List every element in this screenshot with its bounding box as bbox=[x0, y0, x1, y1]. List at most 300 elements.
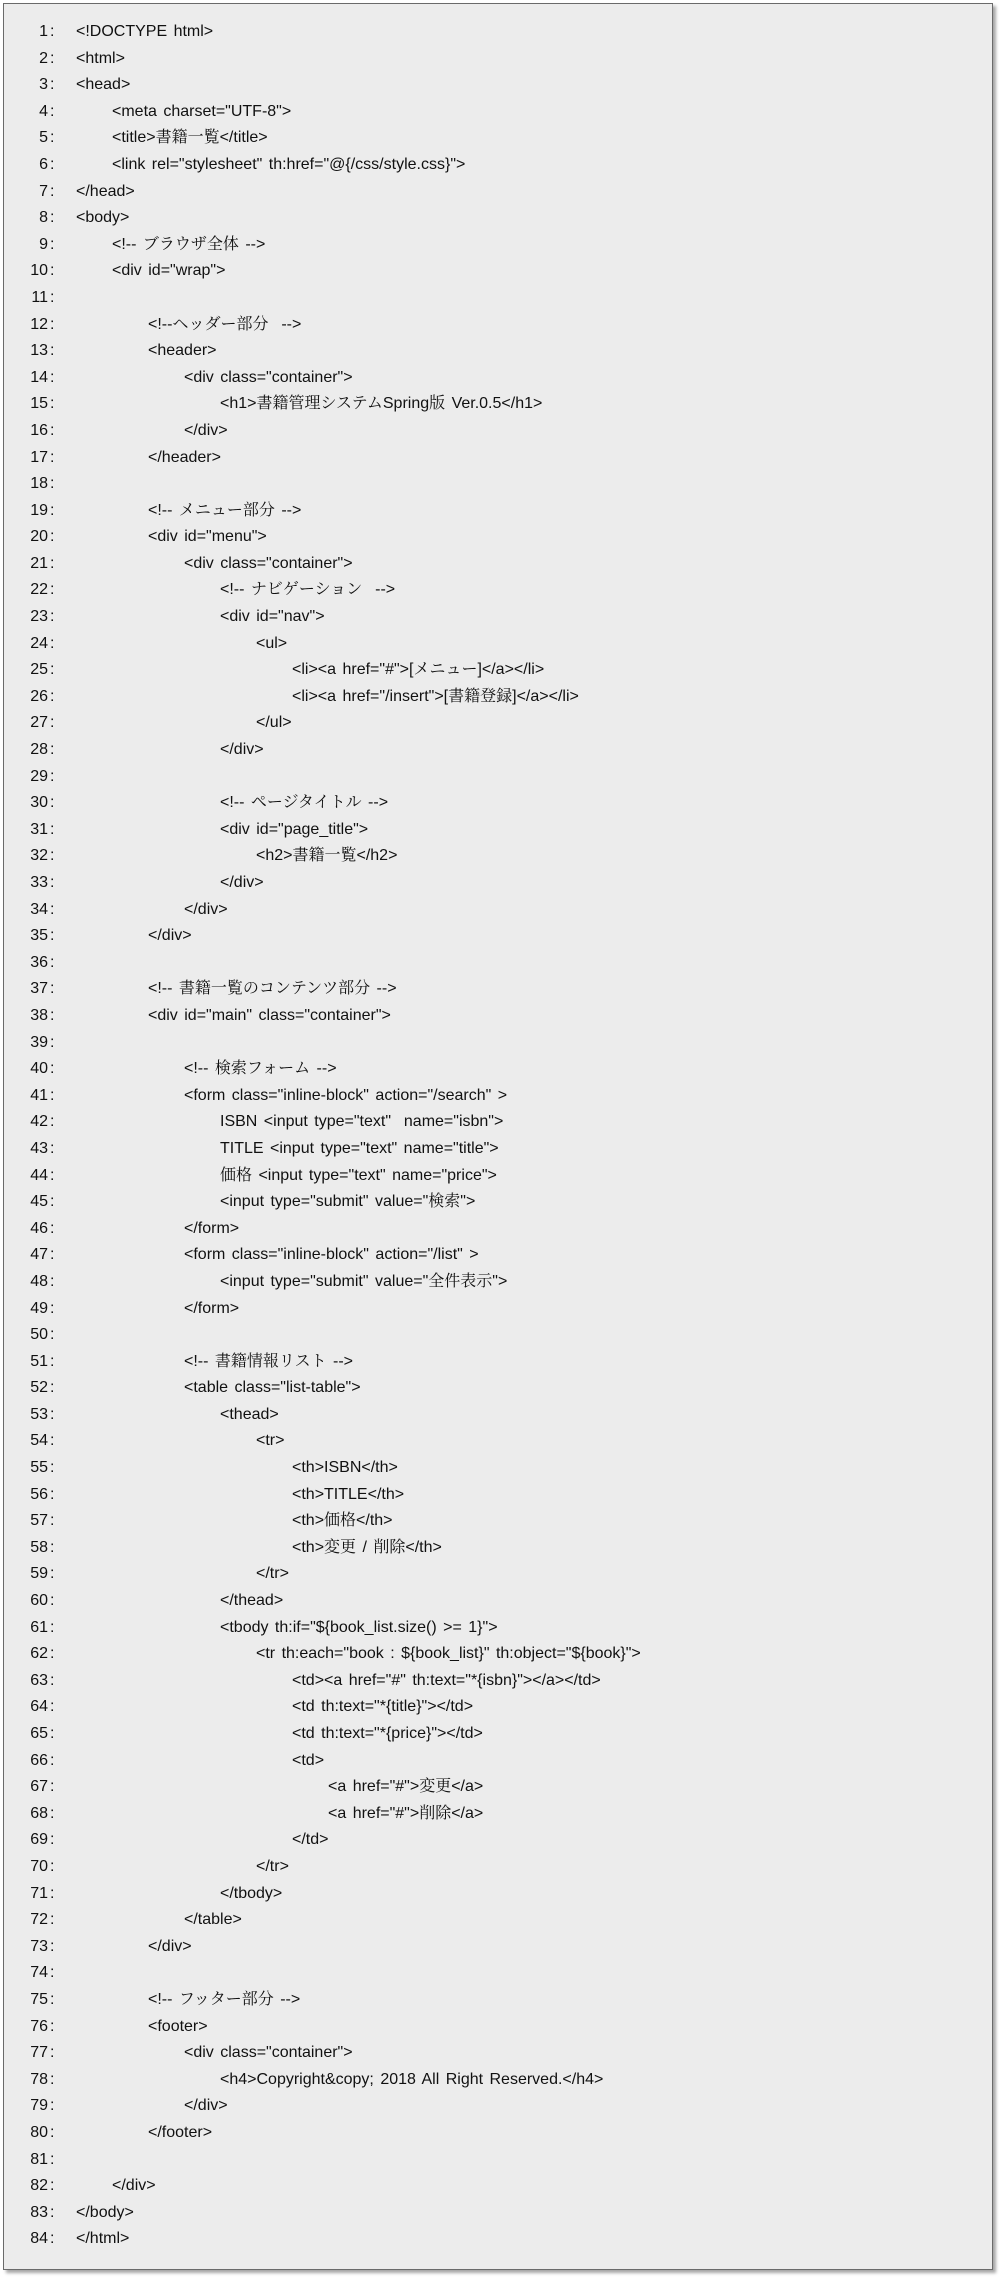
line-separator: : bbox=[50, 1831, 55, 1849]
code-line bbox=[4, 1801, 992, 1828]
line-code: <a href="#">削除</a> bbox=[328, 1804, 484, 1822]
line-number: 3 bbox=[39, 76, 48, 94]
line-separator: : bbox=[50, 315, 55, 333]
line-separator: : bbox=[50, 448, 55, 466]
code-line bbox=[4, 1615, 992, 1642]
line-separator: : bbox=[50, 1113, 55, 1131]
line-separator: : bbox=[50, 1725, 55, 1742]
code-line bbox=[4, 817, 992, 844]
code-line bbox=[4, 232, 992, 259]
line-code: </tr> bbox=[256, 1857, 289, 1875]
line-number: 46 bbox=[30, 1219, 48, 1237]
line-code: <td th:text="*{title}"></td> bbox=[292, 1698, 474, 1716]
line-separator: : bbox=[50, 687, 55, 705]
code-line bbox=[4, 2093, 992, 2120]
line-separator: : bbox=[50, 1432, 55, 1450]
code-line bbox=[4, 312, 992, 339]
line-number: 30 bbox=[30, 794, 48, 812]
line-separator: : bbox=[50, 1538, 55, 1556]
line-separator: : bbox=[50, 927, 55, 945]
code-line bbox=[4, 205, 992, 232]
line-separator: : bbox=[50, 980, 55, 998]
line-number: 59 bbox=[30, 1565, 48, 1583]
code-line bbox=[4, 2014, 992, 2041]
line-number: 61 bbox=[30, 1618, 48, 1636]
line-separator: : bbox=[50, 1326, 55, 1344]
code-lines bbox=[4, 19, 992, 2253]
line-code: <th>変更 / 削除</th> bbox=[292, 1538, 442, 1556]
line-separator: : bbox=[50, 1060, 55, 1078]
line-code: <input type="submit" value="検索"> bbox=[220, 1193, 476, 1211]
line-code: <html> bbox=[76, 49, 125, 67]
code-line bbox=[4, 1854, 992, 1881]
line-separator: : bbox=[50, 209, 55, 227]
code-line bbox=[4, 2200, 992, 2227]
code-line bbox=[4, 1535, 992, 1562]
code-line bbox=[4, 1296, 992, 1323]
line-code: <li><a href="/insert">[書籍登録]</a></li> bbox=[292, 687, 579, 705]
line-code: TITLE <input type="text" name="title"> bbox=[220, 1139, 499, 1157]
line-number: 43 bbox=[30, 1139, 48, 1157]
line-number: 51 bbox=[30, 1352, 48, 1370]
code-line bbox=[4, 1987, 992, 2014]
code-line bbox=[4, 843, 992, 870]
code-line bbox=[4, 498, 992, 525]
code-line bbox=[4, 1934, 992, 1961]
line-number: 7 bbox=[39, 182, 48, 200]
line-code: </tbody> bbox=[220, 1884, 283, 1902]
line-code: </div> bbox=[148, 927, 192, 945]
line-number: 10 bbox=[30, 262, 48, 280]
line-separator: : bbox=[50, 76, 55, 94]
line-code: <li><a href="#">[メニュー]</a></li> bbox=[292, 661, 545, 679]
line-number: 5 bbox=[39, 129, 48, 147]
line-separator: : bbox=[50, 1405, 55, 1423]
line-separator: : bbox=[50, 1033, 55, 1051]
line-separator: : bbox=[50, 2017, 55, 2035]
line-code: <div id="nav"> bbox=[220, 608, 325, 626]
line-number: 14 bbox=[30, 368, 48, 386]
line-number: 36 bbox=[30, 953, 48, 971]
line-number: 80 bbox=[30, 2123, 48, 2141]
line-code: </footer> bbox=[148, 2123, 213, 2141]
line-number: 76 bbox=[30, 2017, 48, 2035]
line-number: 71 bbox=[30, 1884, 48, 1902]
line-code: <div id="menu"> bbox=[148, 528, 267, 546]
line-separator: : bbox=[50, 1671, 55, 1689]
line-code: <link rel="stylesheet" th:href="@{/css/style.css}"> bbox=[112, 155, 466, 173]
line-code: <div id="wrap"> bbox=[112, 262, 226, 280]
line-code: </div> bbox=[148, 1937, 192, 1955]
line-code: </td> bbox=[292, 1831, 329, 1849]
code-line bbox=[4, 125, 992, 152]
line-separator: : bbox=[50, 1937, 55, 1955]
line-code: <th>価格</th> bbox=[292, 1512, 393, 1530]
line-code: <head> bbox=[76, 76, 131, 94]
line-number: 67 bbox=[30, 1778, 48, 1796]
line-separator: : bbox=[50, 2123, 55, 2141]
line-separator: : bbox=[50, 1751, 55, 1769]
line-code: <div class="container"> bbox=[184, 2044, 353, 2062]
line-code: </head> bbox=[76, 182, 135, 200]
line-number: 73 bbox=[30, 1937, 48, 1955]
line-separator: : bbox=[50, 23, 55, 40]
line-code: <!-- ナビゲーション --> bbox=[220, 581, 396, 599]
line-number: 82 bbox=[30, 2177, 48, 2195]
line-number: 31 bbox=[30, 820, 48, 838]
line-code: <!-- メニュー部分 --> bbox=[148, 501, 302, 519]
line-separator: : bbox=[50, 1193, 55, 1211]
code-line bbox=[4, 790, 992, 817]
line-code: <h4>Copyright&copy; 2018 All Right Reserved.</h4> bbox=[220, 2070, 604, 2088]
line-number: 63 bbox=[30, 1671, 48, 1689]
line-separator: : bbox=[50, 421, 55, 439]
line-number: 44 bbox=[30, 1166, 48, 1184]
code-line bbox=[4, 445, 992, 472]
line-number: 60 bbox=[30, 1592, 48, 1610]
line-separator: : bbox=[50, 2203, 55, 2221]
line-separator: : bbox=[50, 342, 55, 360]
code-line bbox=[4, 418, 992, 445]
line-separator: : bbox=[50, 1512, 55, 1530]
code-line bbox=[4, 710, 992, 737]
line-number: 33 bbox=[30, 874, 48, 891]
line-separator: : bbox=[50, 528, 55, 546]
line-separator: : bbox=[50, 1778, 55, 1796]
line-separator: : bbox=[50, 847, 55, 865]
code-line bbox=[4, 976, 992, 1003]
line-code: <td> bbox=[292, 1751, 325, 1769]
line-code: </table> bbox=[184, 1911, 242, 1929]
code-line bbox=[4, 604, 992, 631]
line-code: <form class="inline-block" action="/list" > bbox=[184, 1246, 479, 1264]
line-number: 65 bbox=[30, 1725, 48, 1742]
line-separator: : bbox=[50, 235, 55, 253]
code-line bbox=[4, 1428, 992, 1455]
line-number: 53 bbox=[30, 1405, 48, 1423]
line-code: </html> bbox=[76, 2230, 130, 2248]
line-number: 20 bbox=[30, 528, 48, 546]
line-separator: : bbox=[50, 501, 55, 519]
line-number: 18 bbox=[30, 475, 48, 493]
line-code: </header> bbox=[148, 448, 221, 466]
code-line bbox=[4, 1482, 992, 1509]
code-line bbox=[4, 631, 992, 658]
line-code: </div> bbox=[184, 421, 228, 439]
code-line bbox=[4, 1030, 992, 1057]
line-separator: : bbox=[50, 900, 55, 918]
line-separator: : bbox=[50, 49, 55, 67]
code-line bbox=[4, 2040, 992, 2067]
line-separator: : bbox=[50, 820, 55, 838]
line-number: 69 bbox=[30, 1831, 48, 1849]
line-separator: : bbox=[50, 767, 55, 785]
code-line bbox=[4, 551, 992, 578]
line-number: 32 bbox=[30, 847, 48, 865]
line-number: 35 bbox=[30, 927, 48, 945]
line-number: 17 bbox=[30, 448, 48, 466]
line-number: 4 bbox=[39, 102, 48, 120]
line-separator: : bbox=[50, 1884, 55, 1902]
line-number: 16 bbox=[30, 421, 48, 439]
code-line bbox=[4, 2067, 992, 2094]
line-code: <td th:text="*{price}"></td> bbox=[292, 1725, 483, 1742]
line-code: ISBN <input type="text" name="isbn"> bbox=[220, 1113, 504, 1131]
line-number: 56 bbox=[30, 1485, 48, 1503]
line-separator: : bbox=[50, 1592, 55, 1610]
code-line bbox=[4, 1242, 992, 1269]
code-line bbox=[4, 1322, 992, 1349]
line-number: 38 bbox=[30, 1006, 48, 1024]
line-code: 価格 <input type="text" name="price"> bbox=[220, 1166, 497, 1184]
line-number: 23 bbox=[30, 608, 48, 626]
line-number: 34 bbox=[30, 900, 48, 918]
line-separator: : bbox=[50, 661, 55, 679]
code-line bbox=[4, 1136, 992, 1163]
line-number: 62 bbox=[30, 1645, 48, 1663]
line-separator: : bbox=[50, 714, 55, 732]
line-code: </div> bbox=[220, 741, 264, 759]
line-number: 58 bbox=[30, 1538, 48, 1556]
line-separator: : bbox=[50, 741, 55, 759]
line-code: <header> bbox=[148, 342, 217, 360]
code-line bbox=[4, 1827, 992, 1854]
line-separator: : bbox=[50, 288, 55, 306]
line-code: <!--ヘッダー部分 --> bbox=[148, 315, 302, 333]
line-code: <input type="submit" value="全件表示"> bbox=[220, 1272, 508, 1290]
line-number: 19 bbox=[30, 501, 48, 519]
line-separator: : bbox=[50, 102, 55, 120]
line-separator: : bbox=[50, 2177, 55, 2195]
line-number: 52 bbox=[30, 1379, 48, 1397]
line-separator: : bbox=[50, 2230, 55, 2248]
line-code: <body> bbox=[76, 209, 130, 227]
code-line bbox=[4, 19, 992, 46]
line-code: <h2>書籍一覧</h2> bbox=[256, 847, 398, 865]
line-separator: : bbox=[50, 2044, 55, 2062]
line-code: <!-- フッター部分 --> bbox=[148, 1990, 301, 2008]
line-separator: : bbox=[50, 1006, 55, 1024]
line-code: <form class="inline-block" action="/search" > bbox=[184, 1086, 508, 1104]
code-line bbox=[4, 1163, 992, 1190]
line-code: </div> bbox=[184, 900, 228, 918]
code-line bbox=[4, 684, 992, 711]
line-code: <tbody th:if="${book_list.size() >= 1}"> bbox=[220, 1618, 498, 1636]
line-number: 8 bbox=[39, 209, 48, 227]
code-line bbox=[4, 1668, 992, 1695]
line-code: </div> bbox=[112, 2177, 156, 2195]
code-line bbox=[4, 870, 992, 897]
line-number: 74 bbox=[30, 1964, 48, 1982]
line-number: 42 bbox=[30, 1113, 48, 1131]
line-code: </form> bbox=[184, 1299, 240, 1317]
line-code: <!-- 書籍情報リスト --> bbox=[184, 1352, 354, 1370]
code-line bbox=[4, 1588, 992, 1615]
line-code: <td><a href="#" th:text="*{isbn}"></a></td> bbox=[292, 1671, 601, 1689]
line-number: 2 bbox=[39, 49, 48, 67]
line-separator: : bbox=[50, 1459, 55, 1477]
line-number: 55 bbox=[30, 1459, 48, 1477]
line-number: 84 bbox=[30, 2230, 48, 2248]
line-number: 11 bbox=[31, 288, 48, 306]
code-listing-panel bbox=[3, 3, 993, 2270]
line-separator: : bbox=[50, 1219, 55, 1237]
line-separator: : bbox=[50, 554, 55, 572]
line-code: <a href="#">変更</a> bbox=[328, 1778, 484, 1796]
code-line bbox=[4, 764, 992, 791]
line-separator: : bbox=[50, 874, 55, 891]
line-separator: : bbox=[50, 1272, 55, 1290]
line-number: 13 bbox=[30, 342, 48, 360]
line-code: </div> bbox=[220, 874, 264, 891]
code-line bbox=[4, 524, 992, 551]
line-separator: : bbox=[50, 634, 55, 652]
line-number: 9 bbox=[39, 235, 48, 253]
line-number: 75 bbox=[30, 1990, 48, 2008]
line-separator: : bbox=[50, 1565, 55, 1583]
code-line bbox=[4, 1561, 992, 1588]
code-line bbox=[4, 2147, 992, 2174]
code-line bbox=[4, 1774, 992, 1801]
code-line bbox=[4, 1189, 992, 1216]
line-number: 15 bbox=[30, 395, 48, 413]
code-line bbox=[4, 1508, 992, 1535]
line-number: 6 bbox=[39, 155, 48, 173]
code-line bbox=[4, 657, 992, 684]
line-number: 41 bbox=[30, 1086, 48, 1104]
line-number: 77 bbox=[30, 2044, 48, 2062]
line-number: 22 bbox=[30, 581, 48, 599]
line-separator: : bbox=[50, 182, 55, 200]
code-line bbox=[4, 1375, 992, 1402]
line-code: <div id="main" class="container"> bbox=[148, 1006, 391, 1024]
line-separator: : bbox=[50, 1299, 55, 1317]
code-line bbox=[4, 1083, 992, 1110]
code-line bbox=[4, 391, 992, 418]
line-number: 24 bbox=[30, 634, 48, 652]
line-code: <h1>書籍管理システムSpring版 Ver.0.5</h1> bbox=[220, 395, 543, 413]
code-line bbox=[4, 179, 992, 206]
line-separator: : bbox=[50, 129, 55, 147]
code-line bbox=[4, 1721, 992, 1748]
code-line bbox=[4, 2226, 992, 2253]
line-separator: : bbox=[50, 608, 55, 626]
line-separator: : bbox=[50, 1645, 55, 1663]
code-line bbox=[4, 2120, 992, 2147]
line-number: 48 bbox=[30, 1272, 48, 1290]
code-line bbox=[4, 1216, 992, 1243]
code-line bbox=[4, 99, 992, 126]
code-line bbox=[4, 152, 992, 179]
line-number: 68 bbox=[30, 1804, 48, 1822]
line-code: </div> bbox=[184, 2097, 228, 2115]
code-line bbox=[4, 1960, 992, 1987]
line-code: <tr th:each="book : ${book_list}" th:object="${book}"> bbox=[256, 1645, 641, 1663]
code-line bbox=[4, 2173, 992, 2200]
line-code: </thead> bbox=[220, 1592, 284, 1610]
line-number: 72 bbox=[30, 1911, 48, 1929]
line-code: </tr> bbox=[256, 1565, 289, 1583]
line-number: 57 bbox=[30, 1512, 48, 1530]
line-code: <table class="list-table"> bbox=[184, 1379, 361, 1397]
code-line bbox=[4, 1003, 992, 1030]
code-line bbox=[4, 1907, 992, 1934]
line-separator: : bbox=[50, 262, 55, 280]
code-line bbox=[4, 1349, 992, 1376]
line-separator: : bbox=[50, 368, 55, 386]
code-line bbox=[4, 897, 992, 924]
line-code: <!-- ブラウザ全体 --> bbox=[112, 235, 266, 253]
line-code: <footer> bbox=[148, 2017, 208, 2035]
line-separator: : bbox=[50, 1379, 55, 1397]
code-line bbox=[4, 365, 992, 392]
line-separator: : bbox=[50, 1166, 55, 1184]
line-number: 40 bbox=[30, 1060, 48, 1078]
code-line bbox=[4, 950, 992, 977]
line-number: 66 bbox=[30, 1751, 48, 1769]
line-separator: : bbox=[50, 1352, 55, 1370]
line-number: 25 bbox=[30, 661, 48, 679]
line-separator: : bbox=[50, 2097, 55, 2115]
line-number: 70 bbox=[30, 1857, 48, 1875]
line-code: </form> bbox=[184, 1219, 240, 1237]
line-number: 12 bbox=[30, 315, 48, 333]
line-code: <!-- ページタイトル --> bbox=[220, 794, 389, 812]
line-separator: : bbox=[50, 2150, 55, 2168]
code-line bbox=[4, 1881, 992, 1908]
line-number: 50 bbox=[30, 1326, 48, 1344]
line-separator: : bbox=[50, 794, 55, 812]
line-number: 79 bbox=[30, 2097, 48, 2115]
line-separator: : bbox=[50, 475, 55, 493]
line-separator: : bbox=[50, 1139, 55, 1157]
line-code: <ul> bbox=[256, 634, 288, 652]
line-code: <tr> bbox=[256, 1432, 285, 1450]
line-separator: : bbox=[50, 1857, 55, 1875]
line-code: <div class="container"> bbox=[184, 368, 353, 386]
line-code: <div id="page_title"> bbox=[220, 820, 369, 838]
line-number: 27 bbox=[30, 714, 48, 732]
code-line bbox=[4, 1056, 992, 1083]
line-number: 21 bbox=[30, 554, 48, 572]
line-number: 37 bbox=[30, 980, 48, 998]
line-number: 1 bbox=[39, 23, 48, 40]
line-code: <meta charset="UTF-8"> bbox=[112, 102, 292, 120]
line-number: 29 bbox=[30, 767, 48, 785]
line-code: <thead> bbox=[220, 1405, 279, 1423]
code-line bbox=[4, 471, 992, 498]
line-separator: : bbox=[50, 1086, 55, 1104]
line-separator: : bbox=[50, 1485, 55, 1503]
line-separator: : bbox=[50, 1911, 55, 1929]
line-number: 64 bbox=[30, 1698, 48, 1716]
line-number: 54 bbox=[30, 1432, 48, 1450]
code-line bbox=[4, 1455, 992, 1482]
line-separator: : bbox=[50, 1698, 55, 1716]
code-line bbox=[4, 46, 992, 73]
line-code: <!-- 検索フォーム --> bbox=[184, 1060, 337, 1078]
line-separator: : bbox=[50, 1990, 55, 2008]
line-code: <th>ISBN</th> bbox=[292, 1459, 398, 1477]
code-line bbox=[4, 923, 992, 950]
line-separator: : bbox=[50, 1246, 55, 1264]
line-code: <!DOCTYPE html> bbox=[76, 23, 214, 40]
code-line bbox=[4, 1402, 992, 1429]
line-code: <div class="container"> bbox=[184, 554, 353, 572]
code-line bbox=[4, 1694, 992, 1721]
line-separator: : bbox=[50, 2070, 55, 2088]
line-number: 81 bbox=[30, 2150, 48, 2168]
